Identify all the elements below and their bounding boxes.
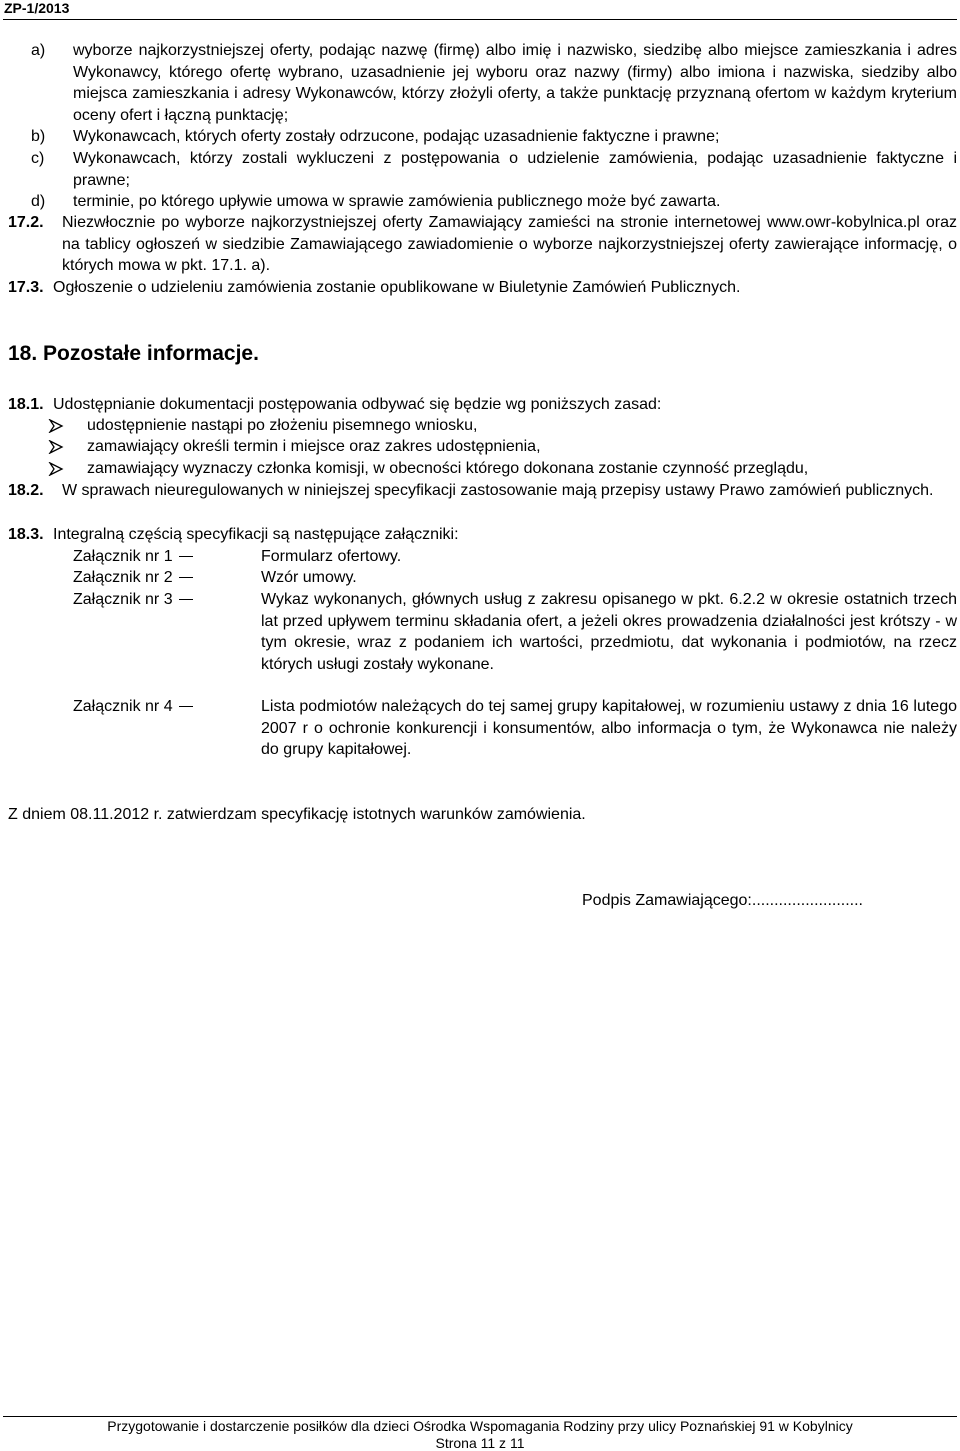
attachment-description: Wzór umowy. [261,569,357,586]
list-item: udostępnienie nastąpi po złożeniu pisemnego wniosku, [87,417,478,434]
signature-line: Podpis Zamawiającego:......................... [582,892,863,909]
section-17-2-text: Niezwłocznie po wyborze najkorzystniejszej oferty Zamawiający zamieści na stronie internetowej www.owr-kobylnica.pl oraz na tablicy ogłoszeń w siedzibie Zamawiającego zawiadomienie o wyborze najkorzystniejszej oferty zawierające informację, o których mowa w pkt. 17.1. a). [62,214,957,274]
section-18-1-text: Udostępnianie dokumentacji postępowania odbywać się będzie wg poniższych zasad: [53,396,662,413]
attachment-label: Załącznik nr 2 [73,567,193,589]
item-b-label: b) [31,128,46,145]
item-d-label: d) [31,193,46,210]
section-18-1-number: 18.1. [8,396,44,413]
attachment-label: Załącznik nr 3 [73,589,193,611]
section-17-2-number: 17.2. [8,214,44,231]
header-divider [3,19,957,20]
arrow-bullet-icon [48,462,64,476]
section-18-heading: 18. Pozostałe informacje. [8,342,259,365]
section-17-3-number: 17.3. [8,279,44,296]
approval-statement: Z dniem 08.11.2012 r. zatwierdzam specyfikację istotnych warunków zamówienia. [8,806,586,823]
footer-title: Przygotowanie i dostarczenie posiłków dla dzieci Ośrodka Wspomagania Rodziny przy ulicy Poznańskiej 91 w Kobylnicy [107,1418,853,1434]
section-18-3-text: Integralną częścią specyfikacji są następujące załączniki: [53,526,459,543]
document-id: ZP-1/2013 [4,0,70,16]
item-c-label: c) [31,150,45,167]
item-d-text: terminie, po którego upływie umowa w sprawie zamówienia publicznego może być zawarta. [73,193,721,210]
section-18-2-number: 18.2. [8,482,44,499]
section-18-2-text: W sprawach nieuregulowanych w niniejszej specyfikacji zastosowanie mają przepisy ustawy Prawo zamówień publicznych. [62,482,934,499]
item-a-label: a) [31,42,46,59]
list-item: zamawiający określi termin i miejsce oraz zakres udostępnienia, [87,438,541,455]
item-c-text: Wykonawcach, którzy zostali wykluczeni z postępowania o udzielenie zamówienia, podając uzasadnienie faktyczne i prawne; [73,150,957,189]
section-17-3-text: Ogłoszenie o udzieleniu zamówienia zostanie opublikowane w Biuletynie Zamówień Publicznych. [53,279,741,296]
page-number: Strona 11 z 11 [435,1435,525,1451]
arrow-bullet-icon [48,419,64,433]
attachment-label: Załącznik nr 4 [73,696,193,718]
attachment-label: Załącznik nr 1 [73,546,193,568]
arrow-bullet-icon [48,440,64,454]
attachment-description: Lista podmiotów należących do tej samej grupy kapitałowej, w rozumieniu ustawy z dnia 16 lutego 2007 r o ochronie konkurencji i konsumentów, albo informacja o tym, że Wykonawca nie należy do grupy kapitałowej. [261,698,957,758]
section-18-3-number: 18.3. [8,526,44,543]
footer-divider [3,1416,957,1417]
attachment-description: Wykaz wykonanych, głównych usług z zakresu opisanego w pkt. 6.2.2 w okresie ostatnich trzech lat przed upływem terminu składania ofert, a jeżeli okres prowadzenia działalności jest krótszy - w tym okresie, wraz z podaniem ich wartości, przedmiotu, dat wykonania i podmiotów, na rzecz których usługi zostały wykonane. [261,591,957,673]
attachment-description: Formularz ofertowy. [261,548,402,565]
list-item: zamawiający wyznaczy członka komisji, w obecności którego dokonana zostanie czynność przeglądu, [87,460,809,477]
item-b-text: Wykonawcach, których oferty zostały odrzucone, podając uzasadnienie faktyczne i prawne; [73,128,720,145]
item-a-text: wyborze najkorzystniejszej oferty, podając nazwę (firmę) albo imię i nazwisko, siedzibę albo miejsce zamieszkania i adres Wykonawcy, którego ofertę wybrano, uzasadnienie jej wyboru oraz nazwy (firmy) albo imiona i nazwiska, siedziby albo miejsca zamieszkania i adresy Wykonawców, którzy złożyli oferty, a także punktację przyznaną ofertom w każdym kryterium oceny ofert i łączną punktację; [73,42,957,124]
